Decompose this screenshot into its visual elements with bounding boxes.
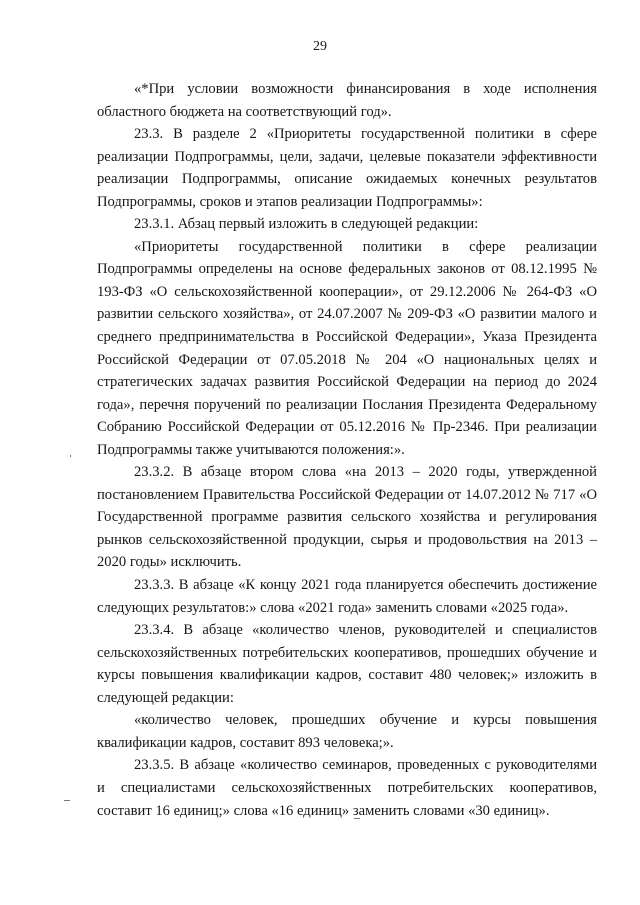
scan-mark: [64, 800, 70, 801]
paragraph-23-3-2: 23.3.2. В абзаце втором слова «на 2013 – 2020 годы, утвержденной постановлением Правительства Российской Федерации от 14.07.2012 № 717 «О Государственной программе развития сельского хозяйства и регулирования рынков сельскохозяйственной продукции, сырья и продовольствия на 2013 – 2020 годы» исключить.: [97, 464, 597, 571]
paragraph-priorities-quote: «Приоритеты государственной политики в сфере реализации Подпрограммы определены на основе федеральных законов от 08.12.1995 № 193-ФЗ «О сельскохозяйственной кооперации», от 29.12.2006 № 264-ФЗ «О развитии сельского хозяйства», от 24.07.2007 № 209-ФЗ «О развитии малого и среднего предпринимательства в Российской Федерации», Указа Президента Российской Федерации от 07.05.2018 № 204 «О национальных целях и стратегических задачах развития Российской Федерации на период до 2024 года», перечня поручений по реализации Послания Президента Федеральному Собранию Российской Федерации от 05.12.2016 № Пр-2346. При реализации Подпрограммы также учитываются положения:».: [97, 238, 597, 458]
page-number: 29: [313, 39, 327, 54]
scan-mark: [70, 455, 71, 457]
paragraph-23-3-5: 23.3.5. В абзаце «количество семинаров, проведенных с руководителями и специалистами сельскохозяйственных потребительских кооперативов, составит 16 единиц;» слова «16 единиц» заменить словами «30 единиц».: [97, 757, 597, 819]
paragraph-footnote-note: «*При условии возможности финансирования в ходе исполнения областного бюджета на соответствующий год».: [97, 81, 597, 120]
document-body: [97, 78, 597, 822]
paragraph-23-3: 23.3. В разделе 2 «Приоритеты государственной политики в сфере реализации Подпрограммы, цели, задачи, целевые показатели эффективности реализации Подпрограммы, описание ожидаемых конечных результатов Подпрограммы, сроков и этапов реализации Подпрограммы»:: [97, 126, 597, 210]
paragraph-quote-893: «количество человек, прошедших обучение и курсы повышения квалификации кадров, составит 893 человека;».: [97, 712, 597, 751]
paragraph-23-3-4: 23.3.4. В абзаце «количество членов, руководителей и специалистов сельскохозяйственных потребительских кооперативов, прошедших обучение и курсы повышения квалификации кадров, составит 480 человек;» изложить в следующей редакции:: [97, 622, 597, 706]
paragraph-23-3-3: 23.3.3. В абзаце «К концу 2021 года планируется обеспечить достижение следующих результатов:» слова «2021 года» заменить словами «2025 года».: [97, 577, 597, 616]
scan-mark: [354, 818, 360, 819]
paragraph-23-3-1: 23.3.1. Абзац первый изложить в следующей редакции:: [134, 216, 479, 233]
